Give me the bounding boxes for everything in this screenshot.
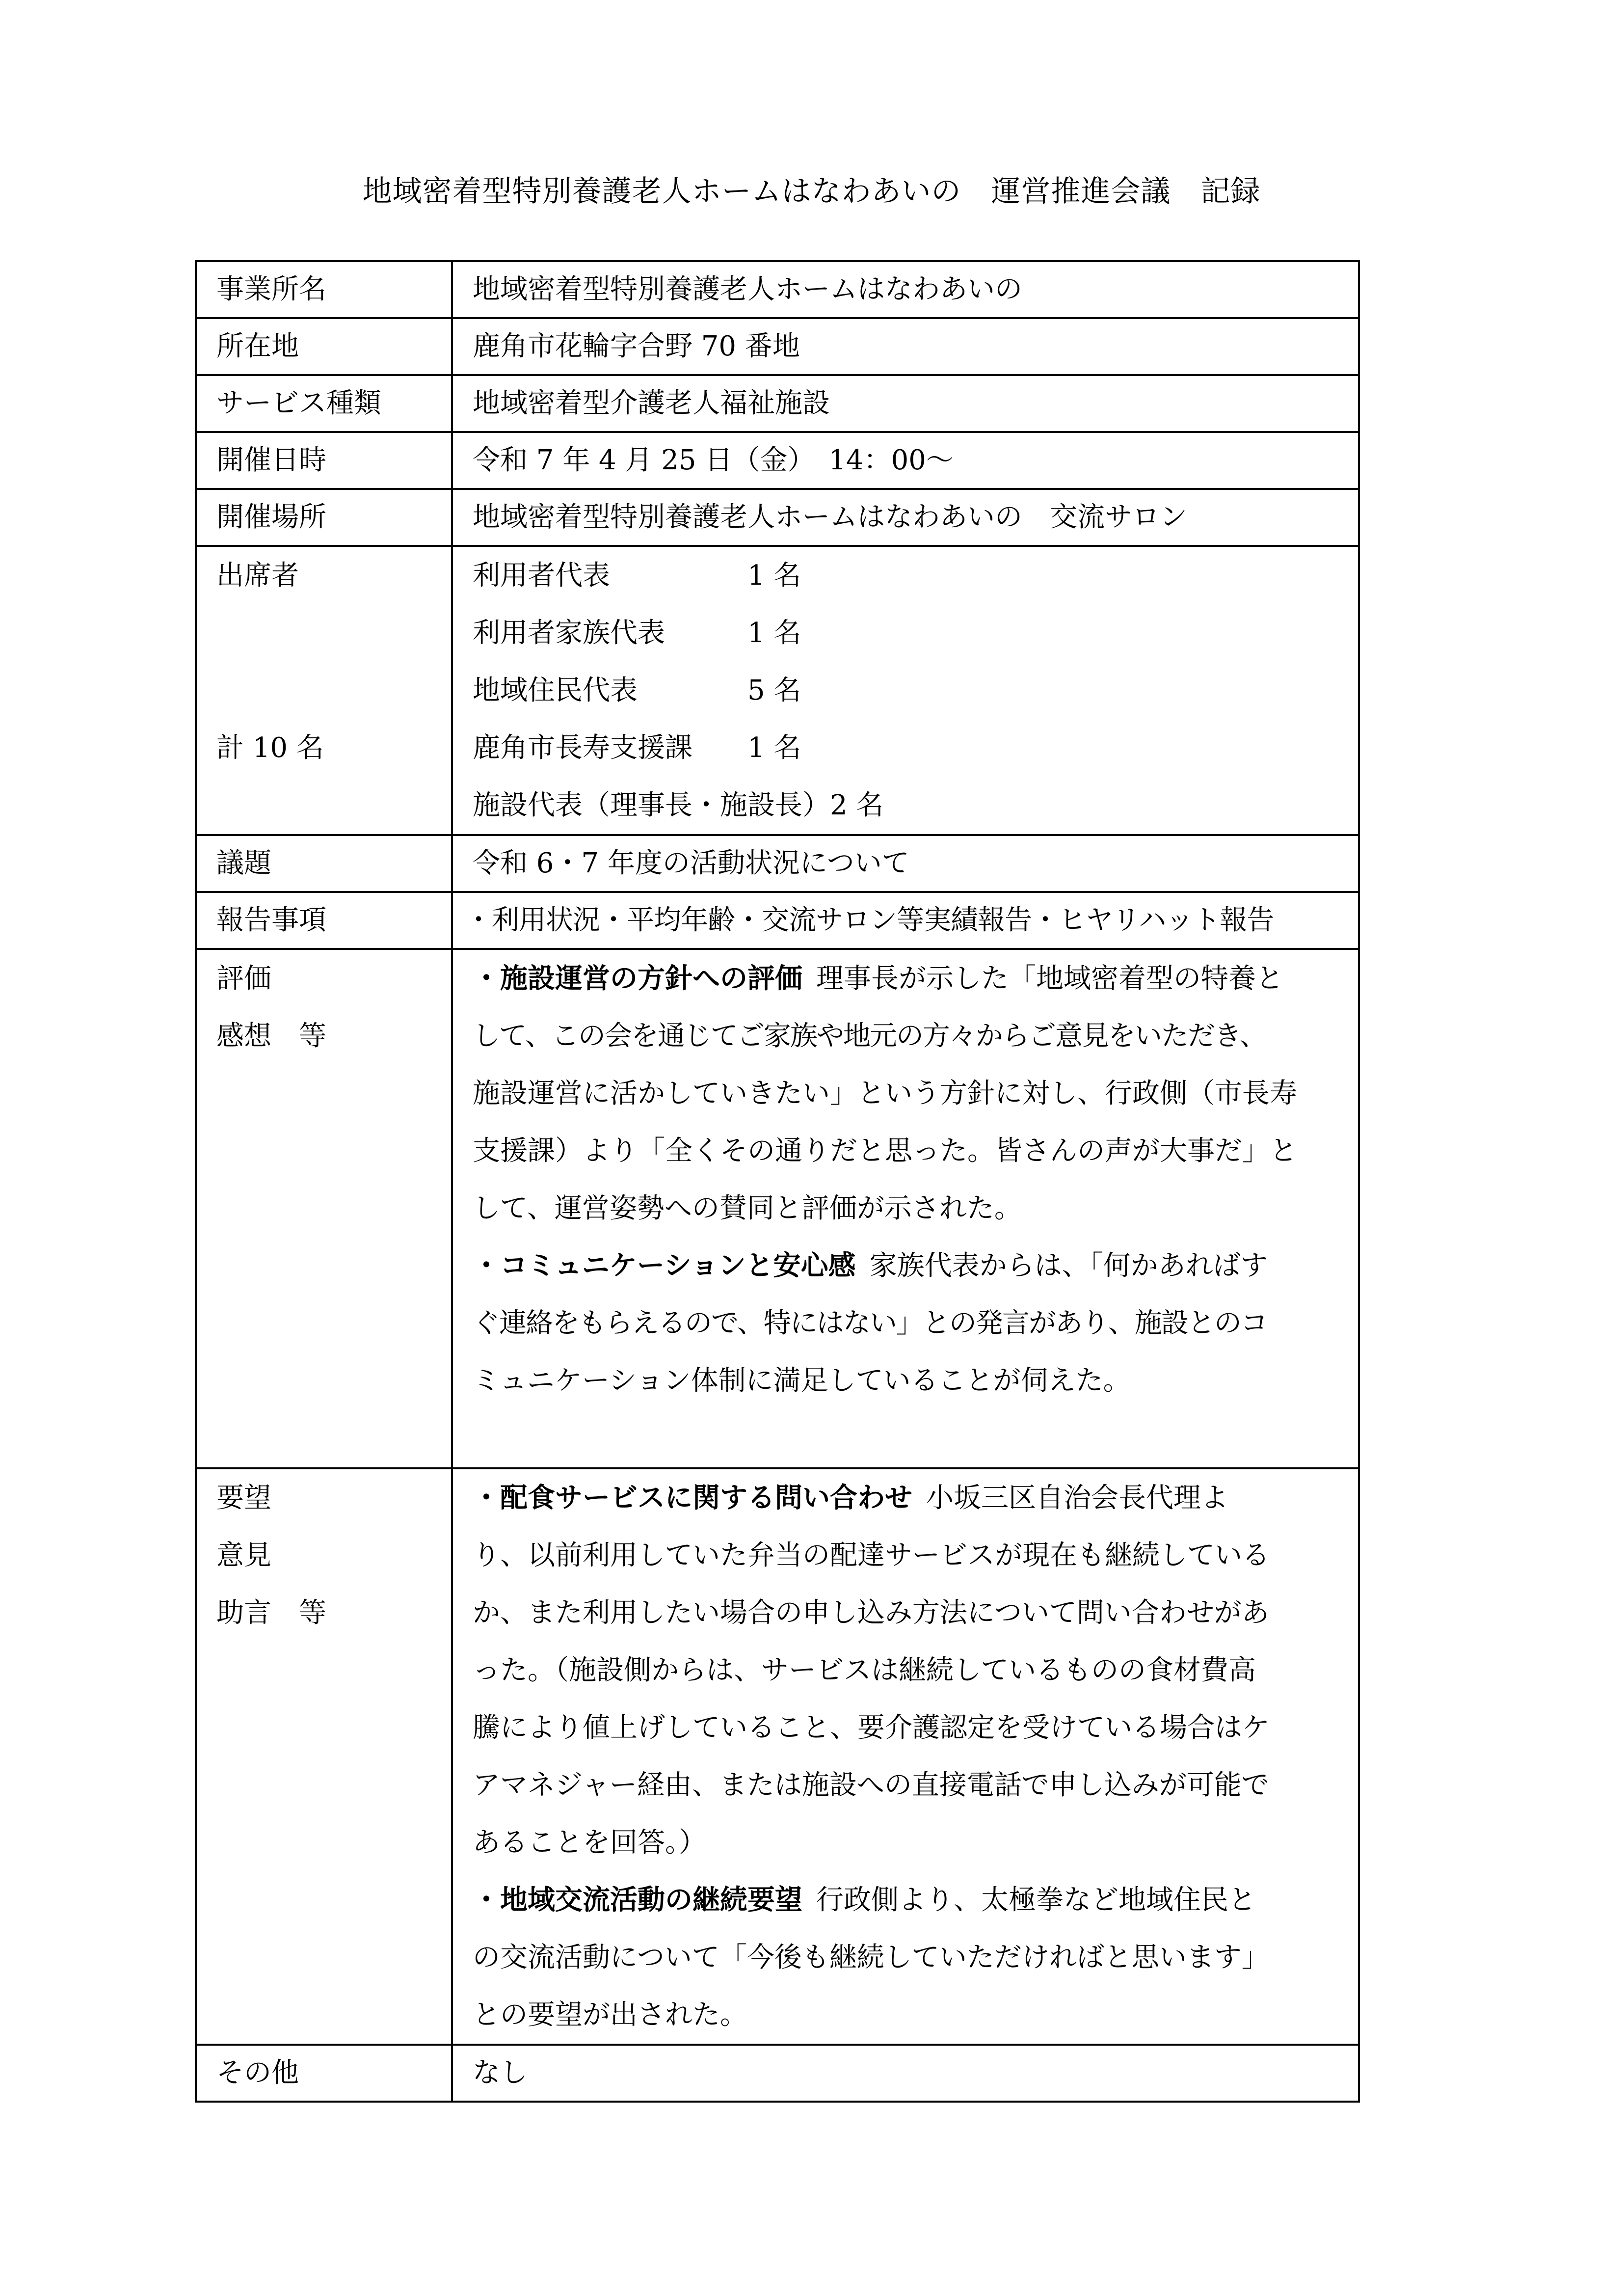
attendee-item: 鹿角市長寿支援課 1 名: [473, 732, 801, 764]
evaluation-heading-communication: ・コミュニケーションと安心感: [473, 1249, 856, 1282]
document-title: 地域密着型特別養護老人ホームはなわあいの 運営推進会議 記録: [362, 174, 1261, 209]
row-requests: [196, 1468, 1359, 2045]
requests-heading-community: ・地域交流活動の継続要望: [473, 1884, 802, 1916]
service-label: サービス種類: [196, 375, 452, 432]
row-evaluation: [196, 949, 1359, 1468]
agenda-label: 議題: [196, 835, 452, 892]
row-service: [196, 375, 1359, 432]
attendees-total: 計 10 名: [216, 732, 324, 764]
evaluation-content: ・施設運営の方針への評価 理事長が示した「地域密着型の特養と して、この会を通じてご家族や地元の方々からご意見をいただき、 施設運営に活かしていきたい」という方針に対し、行政側（市長寿 支援課）より「全くその通りだと思った。皆さんの声が大事だ」と して、運営姿勢への賛同と評価が示された。 ・コミュニケーションと安心感 家族代表からは、「何かあればす ぐ連絡をもらえるので、特にはない」との発言があり、施設とのコ ミュニケーション体制に満足していることが伺えた。: [452, 949, 1359, 1468]
venue-label: 開催場所: [196, 489, 452, 546]
requests-item-meal-service: ・配食サービスに関する問い合わせ 小坂三区自治会長代理よ: [473, 1482, 1228, 1514]
reports-value: ・利用状況・平均年齢・交流サロン等実績報告・ヒヤリハット報告: [452, 892, 1359, 949]
evaluation-item-communication: ・コミュニケーションと安心感 家族代表からは、「何かあればす: [473, 1249, 1268, 1282]
row-datetime: [196, 432, 1359, 489]
requests-content: ・配食サービスに関する問い合わせ 小坂三区自治会長代理よ り、以前利用していた弁当の配達サービスが現在も継続している か、また利用したい場合の申し込み方法について問い合わせがあ った。（施設側からは、サービスは継続しているものの食材費高 騰により値上げしていること、要介護認定を受けている場合はケ アマネジャー経由、または施設への直接電話で申し込みが可能で あることを回答。） ・地域交流活動の継続要望 行政側より、太極拳など地域住民と の交流活動について「今後も継続していただければと思います」 との要望が出された。: [452, 1468, 1359, 2045]
attendee-item: 利用者代表 1 名: [473, 560, 801, 592]
evaluation-item-policy: ・施設運営の方針への評価 理事長が示した「地域密着型の特養と: [473, 962, 1283, 995]
row-location: [196, 318, 1359, 375]
requests-label: 要望 意見 助言 等: [196, 1468, 452, 2045]
venue-value: 地域密着型特別養護老人ホームはなわあいの 交流サロン: [452, 489, 1359, 546]
attendee-item: 施設代表（理事長・施設長） 2 名: [473, 789, 884, 821]
evaluation-heading-policy: ・施設運営の方針への評価: [473, 962, 802, 995]
evaluation-label: 評価 感想 等: [196, 949, 452, 1468]
row-attendees: [196, 546, 1359, 835]
row-other: [196, 2045, 1359, 2102]
row-venue: [196, 489, 1359, 546]
service-value: 地域密着型介護老人福祉施設: [452, 375, 1359, 432]
meeting-record-table: [195, 260, 1360, 2103]
datetime-label: 開催日時: [196, 432, 452, 489]
row-office: [196, 261, 1359, 318]
reports-label: 報告事項: [196, 892, 452, 949]
location-label: 所在地: [196, 318, 452, 375]
other-value: なし: [452, 2045, 1359, 2102]
datetime-value: 令和 7 年 4 月 25 日（金） 14：00～: [452, 432, 1359, 489]
attendees-list: [452, 546, 1359, 835]
attendee-item: 地域住民代表 5 名: [473, 675, 801, 706]
location-value: 鹿角市花輪字合野 70 番地: [452, 318, 1359, 375]
office-label: 事業所名: [196, 261, 452, 318]
office-value: 地域密着型特別養護老人ホームはなわあいの: [452, 261, 1359, 318]
requests-item-community: ・地域交流活動の継続要望 行政側より、太極拳など地域住民と: [473, 1884, 1256, 1916]
requests-heading-meal-service: ・配食サービスに関する問い合わせ: [473, 1482, 912, 1514]
row-reports: [196, 892, 1359, 949]
row-agenda: [196, 835, 1359, 892]
other-label: その他: [196, 2045, 452, 2102]
agenda-value: 令和 6・7 年度の活動状況について: [452, 835, 1359, 892]
attendees-label: 出席者 計 10 名: [196, 546, 452, 835]
attendee-item: 利用者家族代表 1 名: [473, 617, 801, 649]
